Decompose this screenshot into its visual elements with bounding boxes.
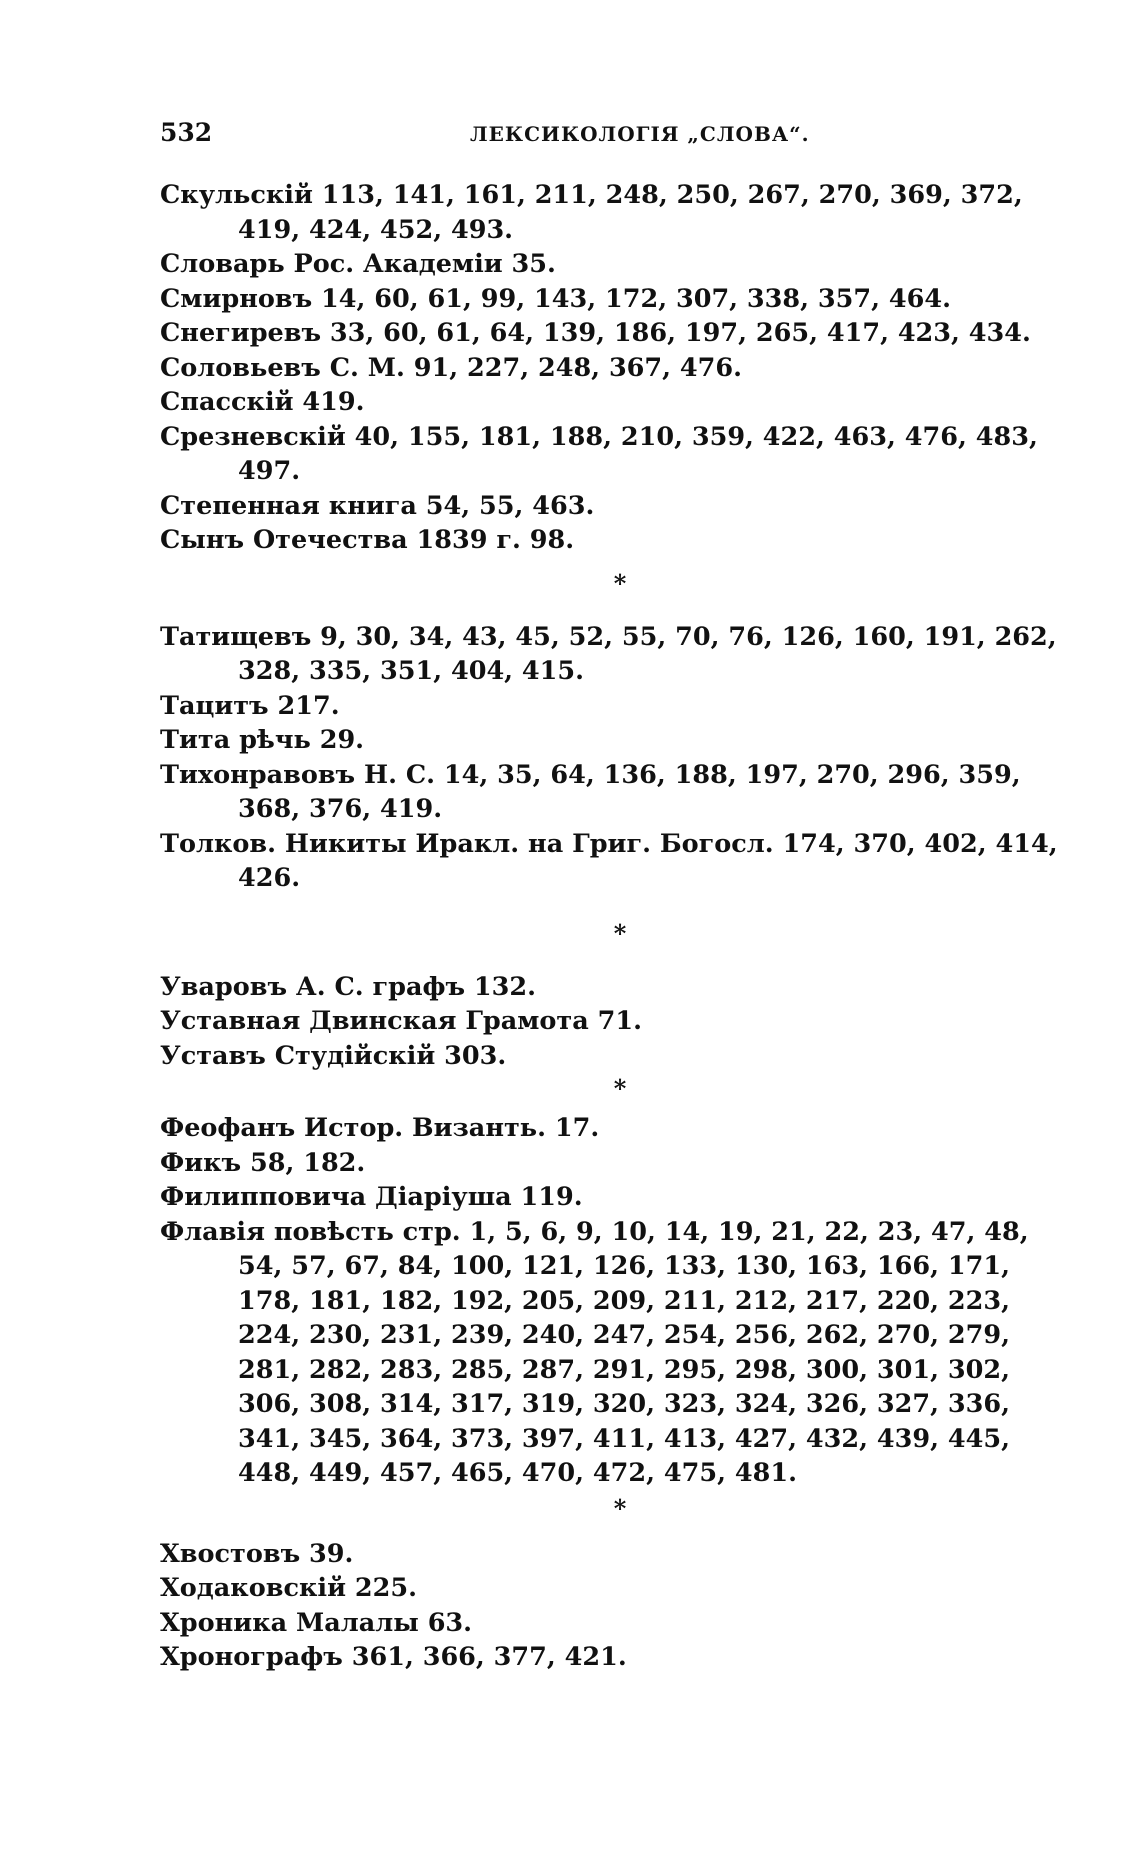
index-content — [160, 178, 1060, 1675]
index-entry: Уваровъ А. С. графъ 132. — [160, 971, 537, 1002]
index-entry: Толков. Никиты Иракл. на Григ. Богосл. 174, 370, 402, 414, 426. — [160, 828, 1058, 893]
section-separator: * — [613, 568, 627, 598]
index-entry: Тихонравовъ Н. С. 14, 35, 64, 136, 188, 197, 270, 296, 359, 368, 376, 419. — [160, 759, 1021, 824]
index-entry: Уставъ Студійскій 303. — [160, 1040, 507, 1071]
index-entry: Фикъ 58, 182. — [160, 1147, 366, 1178]
index-section-f — [160, 1111, 1060, 1491]
section-separator: * — [613, 1493, 627, 1523]
index-entry: Спасскій 419. — [160, 387, 365, 417]
index-section-s — [160, 178, 1060, 558]
index-entry: Словарь Рос. Академіи 35. — [160, 249, 556, 279]
page-header — [160, 118, 980, 158]
index-entry: Хронографъ 361, 366, 377, 421. — [160, 1642, 627, 1672]
section-separator: * — [613, 1074, 627, 1103]
index-entry: Феофанъ Истор. Византь. 17. — [160, 1113, 600, 1143]
running-title: ЛЕКСИКОЛОГІЯ „СЛОВА“. — [470, 122, 810, 146]
index-entry: Хроника Малалы 63. — [160, 1607, 473, 1638]
index-entry: Татищевъ 9, 30, 34, 43, 45, 52, 55, 70, 76, 126, 160, 191, 262, 328, 335, 351, 404, 415. — [160, 621, 1057, 686]
index-entry: Тита рѣчь 29. — [160, 725, 365, 755]
index-section-t — [160, 620, 1060, 896]
index-entry: Хвостовъ 39. — [160, 1538, 354, 1569]
index-entry: Снегиревъ 33, 60, 61, 64, 139, 186, 197, 265, 417, 423, 434. — [160, 318, 1031, 348]
index-entry: Ходаковскій 225. — [160, 1573, 417, 1603]
index-entry: Соловьевъ С. М. 91, 227, 248, 367, 476. — [160, 352, 743, 383]
index-entry: Смирновъ 14, 60, 61, 99, 143, 172, 307, 338, 357, 464. — [160, 283, 952, 314]
index-section-kh — [160, 1537, 1060, 1675]
index-entry: Уставная Двинская Грамота 71. — [160, 1006, 642, 1036]
index-entry: Сынъ Отечества 1839 г. 98. — [160, 525, 575, 555]
section-separator: * — [613, 918, 627, 948]
index-entry: Скульскій 113, 141, 161, 211, 248, 250, 267, 270, 369, 372, 419, 424, 452, 493. — [160, 180, 1023, 245]
page-number: 532 — [160, 118, 213, 147]
index-entry: Степенная книга 54, 55, 463. — [160, 490, 595, 521]
index-entry: Тацитъ 217. — [160, 690, 340, 721]
index-entry: Срезневскій 40, 155, 181, 188, 210, 359, 422, 463, 476, 483, 497. — [160, 421, 1038, 486]
index-section-u — [160, 970, 1060, 1074]
index-entry: Флавія повѣсть стр. 1, 5, 6, 9, 10, 14, 19, 21, 22, 23, 47, 48, 54, 57, 67, 84, 100, 121, 126, 133, 130, 163, 166, 171, 178, 181, 182, 192, 205, 209, 211, 212, 217, 220, 223, 224, 230, 231, 239, 240, 247, 254, 256, 262, 270, 279, 281, 282, 283, 285, 287, 291, 295, 298, 300, 301, 302, 306, 308, 314, 317, 319, 320, 323, 324, 326, 327, 336, 341, 345, 364, 373, 397, 411, 413, 427, 432, 439, 445, 448, 449, 457, 465, 470, 472, 475, 481. — [160, 1216, 1029, 1488]
index-entry: Филипповича Діаріуша 119. — [160, 1182, 583, 1212]
